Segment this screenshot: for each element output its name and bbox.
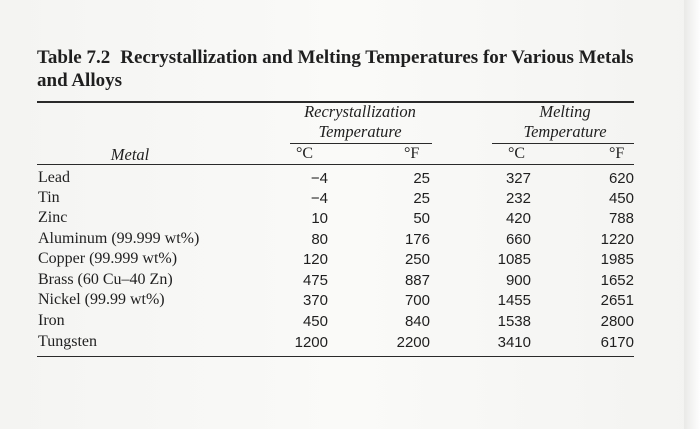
cell-recryst-c: 370 [302, 292, 328, 309]
cell-recryst-f: 840 [404, 313, 430, 330]
cell-recryst-c: 475 [302, 272, 328, 289]
unit-melting-f: °F [609, 145, 625, 162]
metal-name: Nickel (99.99 wt%) [38, 291, 165, 308]
cell-recryst-c: 450 [302, 313, 328, 330]
cell-recryst-f: 250 [404, 251, 430, 268]
page-edge-shadow [684, 0, 700, 429]
cell-melting-c: 660 [505, 231, 531, 248]
melting-header-line1: Melting [539, 102, 591, 121]
unit-recryst-f: °F [404, 145, 420, 162]
cell-recryst-f: 50 [413, 210, 430, 227]
cell-melting-f: 788 [608, 210, 634, 227]
table-caption [37, 46, 647, 92]
bottom-rule [37, 356, 634, 357]
recrystallization-header-line1: Recrystallization [304, 102, 416, 121]
cell-recryst-c: 120 [302, 251, 328, 268]
metal-column-header: Metal [110, 145, 150, 164]
unit-melting-c: °C [508, 145, 526, 162]
metal-name: Tungsten [38, 333, 97, 350]
melting-header-line2: Temperature [523, 122, 607, 141]
cell-melting-f: 2800 [600, 313, 634, 330]
cell-melting-c: 3410 [497, 334, 531, 351]
metal-name: Aluminum (99.999 wt%) [38, 230, 200, 247]
metal-name: Zinc [38, 209, 68, 226]
table-number: Table 7.2 [37, 47, 111, 68]
cell-melting-c: 1538 [497, 313, 531, 330]
cell-melting-c: 420 [505, 210, 531, 227]
cell-melting-f: 6170 [600, 334, 634, 351]
cell-melting-c: 1455 [497, 292, 531, 309]
cell-melting-f: 1985 [600, 251, 634, 268]
cell-recryst-c: 1200 [294, 334, 328, 351]
cell-recryst-c: 10 [311, 210, 328, 227]
cell-recryst-f: 2200 [396, 334, 430, 351]
cell-melting-c: 1085 [497, 251, 531, 268]
cell-melting-f: 1652 [600, 272, 634, 289]
cell-recryst-f: 887 [404, 272, 430, 289]
cell-recryst-c: 80 [311, 231, 328, 248]
recrystallization-header-line2: Temperature [318, 122, 402, 141]
metal-name: Lead [38, 169, 70, 186]
cell-recryst-f: 176 [404, 231, 430, 248]
cell-melting-f: 620 [608, 170, 634, 187]
cell-recryst-c: −4 [310, 190, 328, 207]
header-bottom-rule [37, 164, 634, 165]
cell-recryst-f: 700 [404, 292, 430, 309]
metal-name: Copper (99.999 wt%) [38, 250, 178, 267]
metal-name: Tin [38, 189, 60, 206]
unit-recryst-c: °C [296, 145, 314, 162]
cell-recryst-c: −4 [310, 170, 328, 187]
cell-recryst-f: 25 [413, 190, 430, 207]
cell-melting-c: 327 [505, 170, 531, 187]
cell-melting-f: 2651 [600, 292, 634, 309]
metal-name: Brass (60 Cu–40 Zn) [38, 271, 173, 288]
cell-melting-f: 1220 [600, 231, 634, 248]
cell-melting-c: 900 [505, 272, 531, 289]
cell-melting-c: 232 [505, 190, 531, 207]
cell-recryst-f: 25 [413, 170, 430, 187]
metal-name: Iron [38, 312, 65, 329]
cell-melting-f: 450 [608, 190, 634, 207]
table-title: Recrystallization and Melting Temperatures for Various Metals and Alloys [37, 47, 634, 91]
